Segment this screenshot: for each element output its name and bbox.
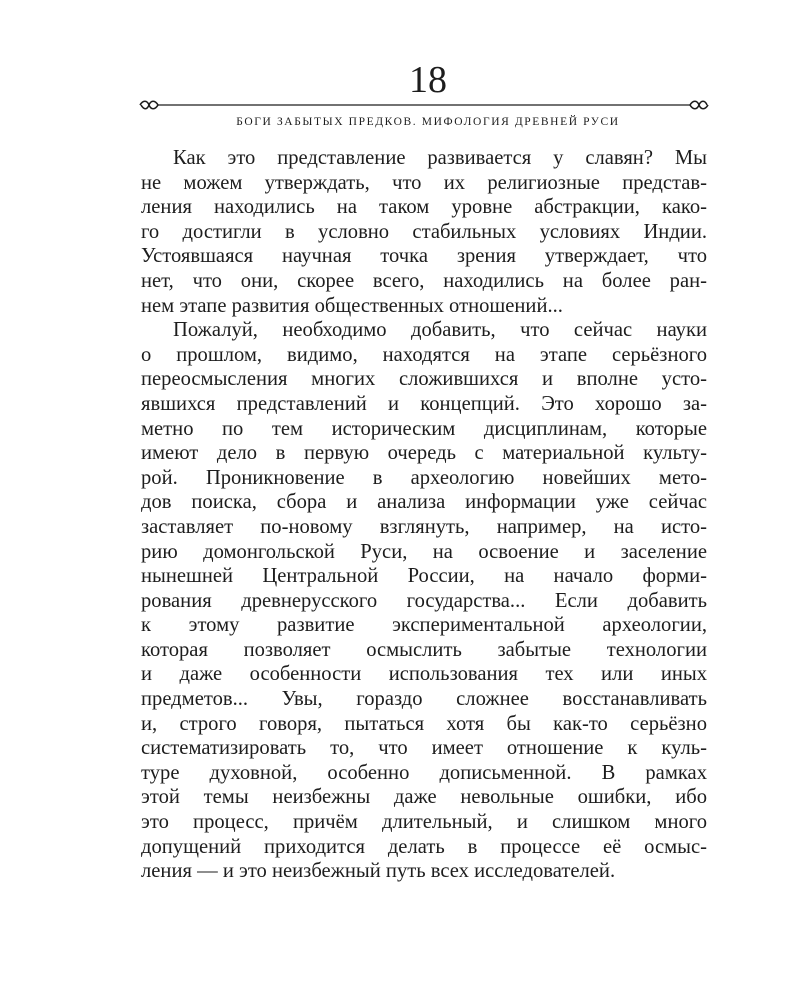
running-head: БОГИ ЗАБЫТЫХ ПРЕДКОВ. МИФОЛОГИЯ ДРЕВНЕЙ РУСИ <box>236 116 620 128</box>
text-line: переосмысления многих сложившихся и вполне усто- <box>141 368 707 391</box>
text-line: ления находились на таком уровне абстракции, како- <box>141 196 707 219</box>
text-line: туре духовной, особенно дописьменной. В рамках <box>141 761 707 784</box>
text-line: и даже особенности использования тех или иных <box>141 663 707 686</box>
text-line: не можем утверждать, что их религиозные представ- <box>141 171 707 194</box>
text-line: систематизировать то, что имеет отношение к куль- <box>141 737 707 760</box>
page-number: 18 <box>409 59 447 101</box>
text-line: Пожалуй, необходимо добавить, что сейчас науки <box>173 319 707 342</box>
body-text <box>141 146 707 884</box>
text-line: предметов... Увы, гораздо сложнее восстанавливать <box>141 688 707 711</box>
text-line: к этому развитие экспериментальной археологии, <box>141 614 707 637</box>
text-line: Устоявшаяся научная точка зрения утверждает, что <box>141 245 707 268</box>
text-line: метно по тем историческим дисциплинам, которые <box>141 417 707 440</box>
ornament-icon <box>138 98 710 112</box>
text-line: ления — и это неизбежный путь всех исследователей. <box>141 860 616 883</box>
text-line: и, строго говоря, пытаться хотя бы как-то серьёзно <box>141 712 707 735</box>
text-line: которая позволяет осмыслить забытые технологии <box>141 638 707 661</box>
text-line: явшихся представлений и концепций. Это хорошо за- <box>141 392 707 415</box>
text-line: рой. Проникновение в археологию новейших мето- <box>141 466 707 489</box>
text-line: дов поиска, сбора и анализа информации уже сейчас <box>141 491 707 514</box>
text-line: имеют дело в первую очередь с материальной культу- <box>141 442 707 465</box>
text-line: Как это представление развивается у славян? Мы <box>173 147 707 169</box>
text-line: го достигли в условно стабильных условиях Индии. <box>141 220 707 243</box>
text-line: этой темы неизбежны даже невольные ошибки, ибо <box>141 786 707 809</box>
decorative-rule <box>138 98 710 112</box>
text-line: нет, что они, скорее всего, находились на более ран- <box>141 269 707 292</box>
text-line: допущений приходится делать в процессе её осмыс- <box>141 835 707 858</box>
text-line: нем этапе развития общественных отношений... <box>141 294 563 317</box>
text-line: о прошлом, видимо, находятся на этапе серьёзного <box>141 343 707 366</box>
text-line: это процесс, причём длительный, и слишком много <box>141 811 707 834</box>
text-line: заставляет по-новому взглянуть, например, на исто- <box>141 515 707 538</box>
text-line: нынешней Центральной России, на начало форми- <box>141 565 707 588</box>
text-line: рию домонгольской Руси, на освоение и заселение <box>141 540 707 563</box>
text-line: рования древнерусского государства... Если добавить <box>141 589 707 612</box>
